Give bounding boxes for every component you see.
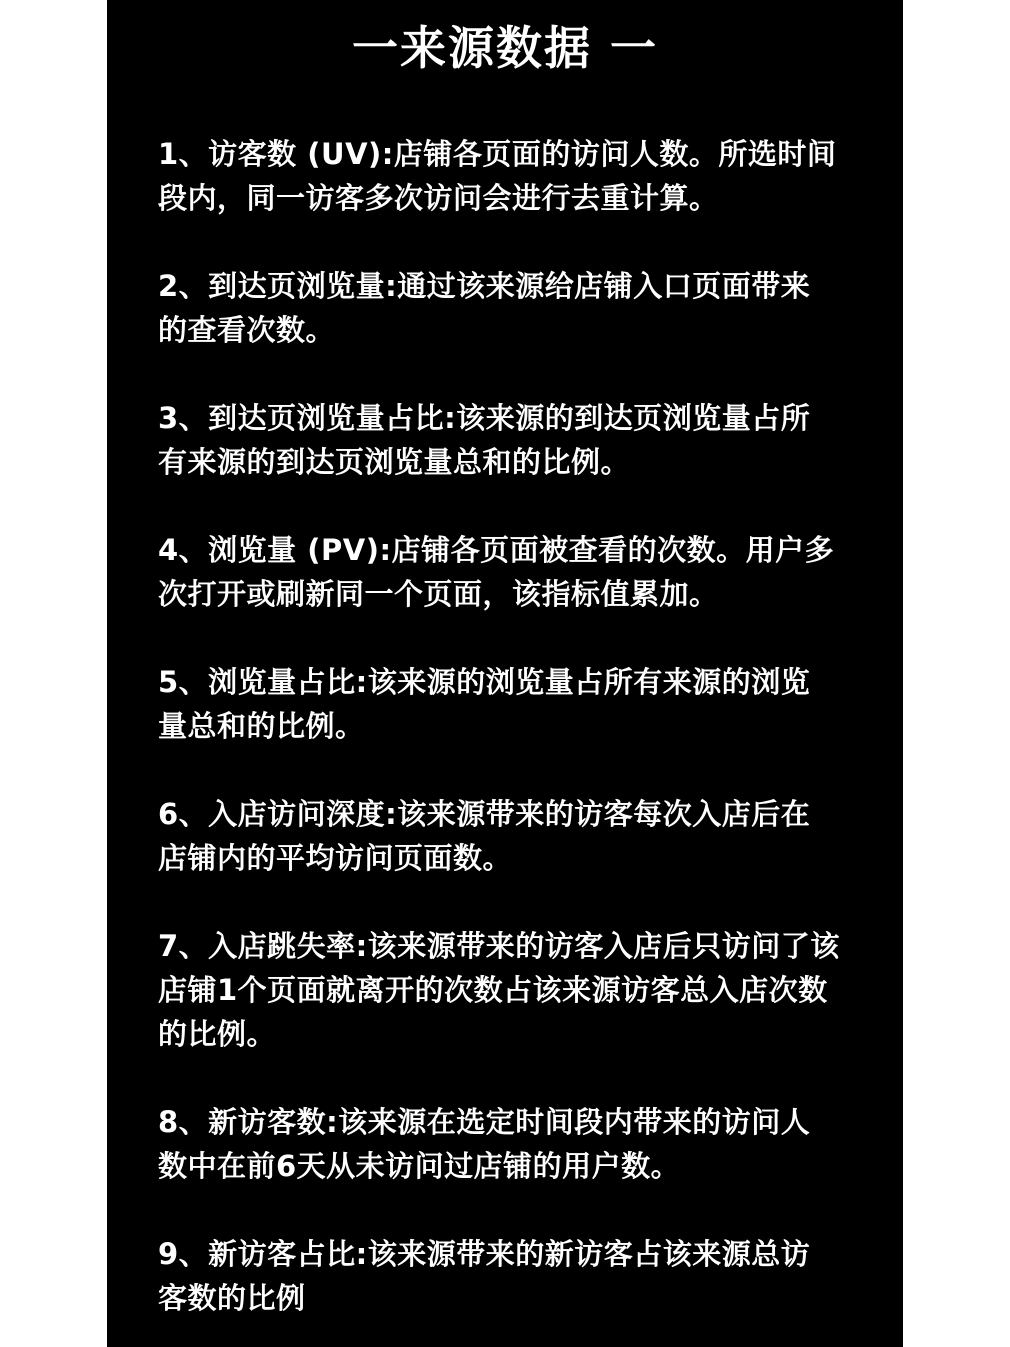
definition-line: 5、浏览量占比:该来源的浏览量占所有来源的浏览 bbox=[158, 665, 811, 699]
definition-line: 次打开或刷新同一个页面，该指标值累加。 bbox=[158, 577, 719, 611]
definition-item-4 bbox=[158, 528, 858, 616]
definition-line: 7、入店跳失率:该来源带来的访客入店后只访问了该 bbox=[158, 929, 840, 963]
definition-panel bbox=[107, 0, 903, 1347]
definition-line: 8、新访客数:该来源在选定时间段内带来的访问人 bbox=[158, 1105, 811, 1139]
definition-line: 1、访客数 (UV):店铺各页面的访问人数。所选时间 bbox=[158, 137, 837, 171]
definition-item-3 bbox=[158, 396, 858, 484]
definition-item-8 bbox=[158, 1100, 858, 1188]
definition-line: 的比例。 bbox=[158, 1017, 277, 1051]
definition-line: 量总和的比例。 bbox=[158, 709, 365, 743]
definition-line: 3、到达页浏览量占比:该来源的到达页浏览量占所 bbox=[158, 401, 811, 435]
definition-line: 店铺内的平均访问页面数。 bbox=[158, 841, 513, 875]
definition-item-9 bbox=[158, 1232, 858, 1320]
definition-item-1 bbox=[158, 132, 858, 220]
definition-line: 段内，同一访客多次访问会进行去重计算。 bbox=[158, 181, 719, 215]
definition-line: 2、到达页浏览量:通过该来源给店铺入口页面带来 bbox=[158, 269, 811, 303]
definition-line: 6、入店访问深度:该来源带来的访客每次入店后在 bbox=[158, 797, 811, 831]
definition-line: 数中在前6天从未访问过店铺的用户数。 bbox=[158, 1149, 681, 1183]
definition-item-2 bbox=[158, 264, 858, 352]
definition-line: 客数的比例 bbox=[158, 1281, 306, 1315]
page-title: 一来源数据 一 bbox=[351, 21, 658, 75]
definition-item-6 bbox=[158, 792, 858, 880]
definition-item-5 bbox=[158, 660, 858, 748]
definition-item-7 bbox=[158, 924, 858, 1056]
definition-line: 4、浏览量 (PV):店铺各页面被查看的次数。用户多 bbox=[158, 533, 835, 567]
definition-line: 有来源的到达页浏览量总和的比例。 bbox=[158, 445, 631, 479]
definition-line: 店铺1个页面就离开的次数占该来源访客总入店次数 bbox=[158, 973, 828, 1007]
definition-line: 9、新访客占比:该来源带来的新访客占该来源总访 bbox=[158, 1237, 811, 1271]
definition-line: 的查看次数。 bbox=[158, 313, 336, 347]
